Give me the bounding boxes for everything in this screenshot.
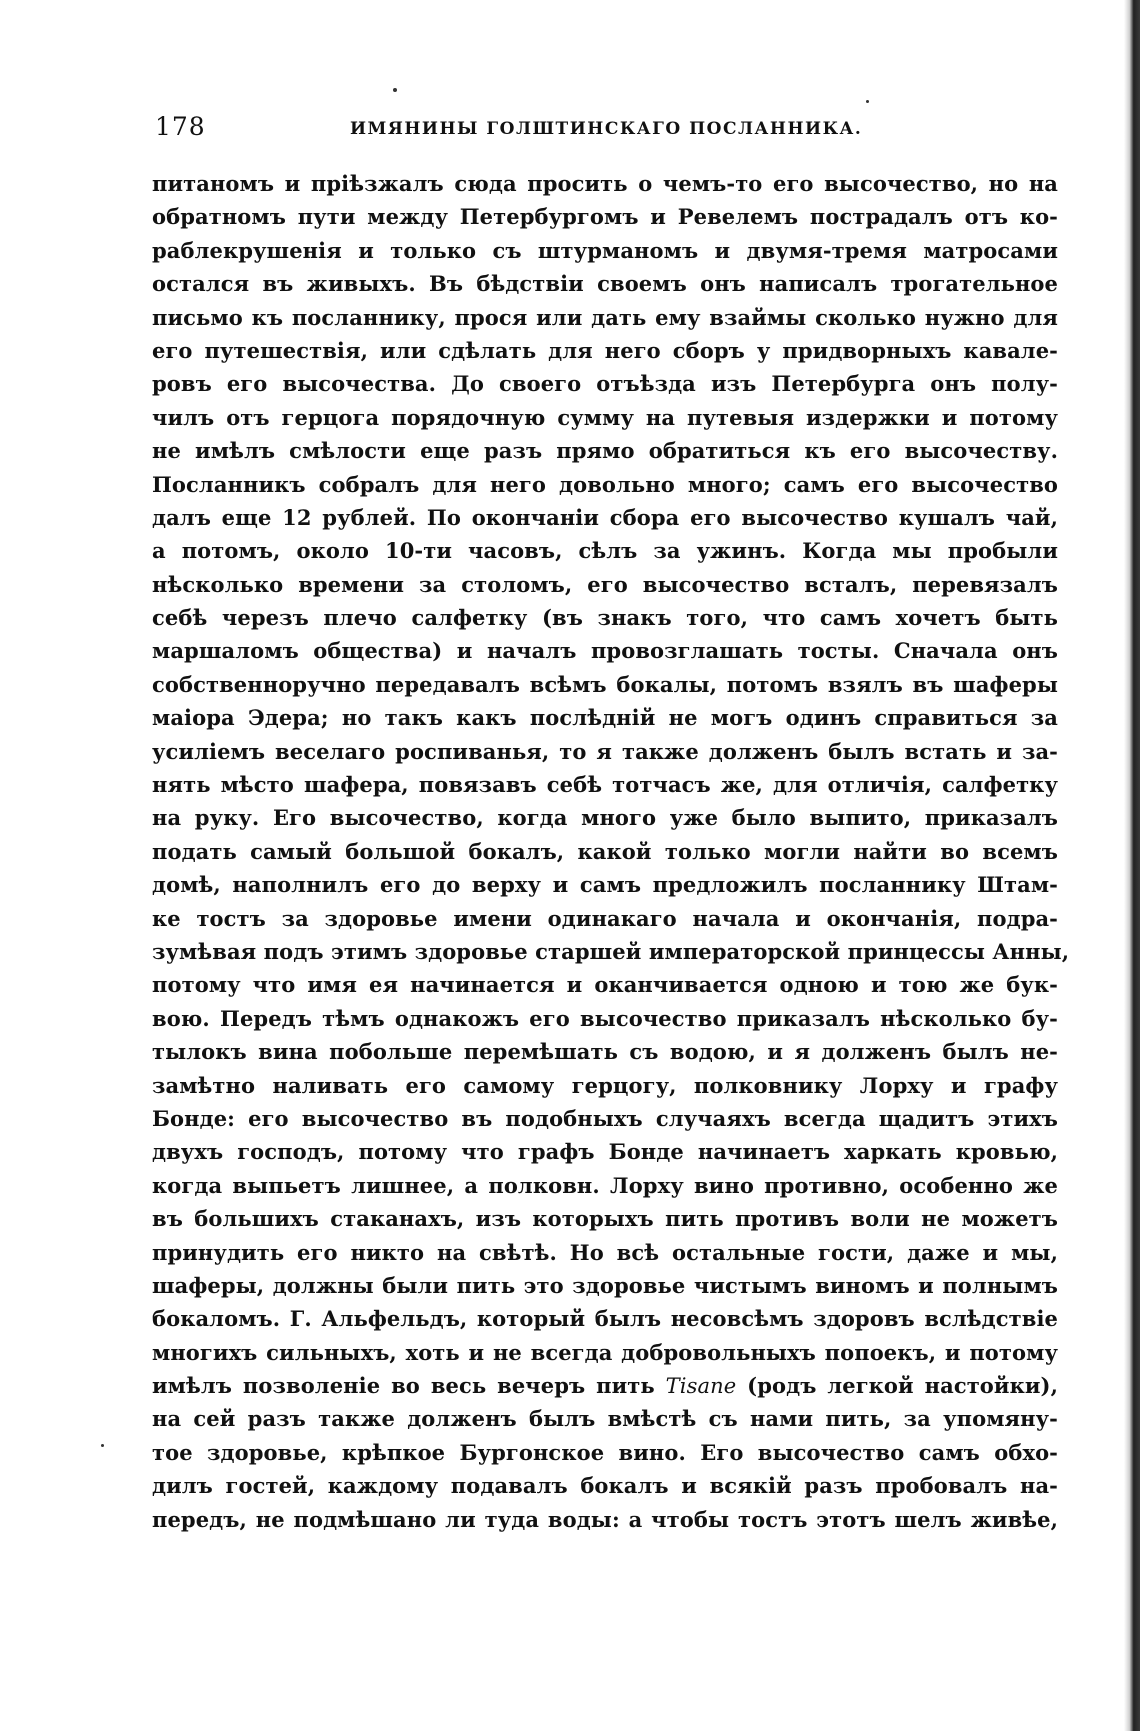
body-text: [152, 167, 1070, 1536]
text-line: принудить его никто на свѣтѣ. Но всѣ остальные гости, даже и мы,: [152, 1239, 1058, 1265]
text-line: на сей разъ также долженъ былъ вмѣстѣ съ нами пить, за упомяну-: [152, 1406, 1058, 1432]
text-line: далъ еще 12 рублей. По окончаніи сбора его высочество кушалъ чай,: [152, 504, 1058, 530]
italic-term: Tisane: [665, 1374, 737, 1399]
text-line: остался въ живыхъ. Въ бѣдствіи своемъ онъ написалъ трогательное: [152, 271, 1058, 297]
text-line: потому что имя ея начинается и оканчивается одною и тою же бук-: [152, 972, 1058, 998]
text-line: передъ, не подмѣшано ли туда воды: а чтобы тостъ этотъ шелъ живѣе,: [152, 1506, 1058, 1532]
print-speck: [866, 100, 869, 103]
text-line: двухъ господъ, потому что графъ Бонде начинаетъ харкать кровью,: [152, 1139, 1058, 1165]
text-line: обратномъ пути между Петербургомъ и Ревелемъ пострадалъ отъ ко-: [152, 204, 1058, 230]
text-line: когда выпьетъ лишнее, а полковн. Лорху вино противно, особенно же: [152, 1172, 1058, 1198]
page-header: [155, 112, 1050, 152]
text-line: тое здоровье, крѣпкое Бургонское вино. Его высочество самъ обхо-: [152, 1439, 1058, 1465]
text-line: ке тостъ за здоровье имени одинакаго начала и окончанія, подра-: [152, 905, 1058, 931]
text-line: многихъ сильныхъ, хоть и не всегда добровольныхъ попоекъ, и потому: [152, 1339, 1058, 1365]
print-speck: [393, 88, 397, 92]
text-line: маіора Эдера; но такъ какъ послѣдній не могъ одинъ справиться за: [152, 705, 1058, 731]
text-line: а потомъ, около 10-ти часовъ, сѣлъ за ужинъ. Когда мы пробыли: [152, 538, 1058, 564]
text-line: тылокъ вина побольше перемѣшать съ водою, и я долженъ былъ не-: [152, 1039, 1058, 1065]
text-line: дилъ гостей, каждому подавалъ бокалъ и всякій разъ пробовалъ на-: [152, 1473, 1058, 1499]
text-line: усиліемъ веселаго роспиванья, то я также долженъ былъ встать и за-: [152, 738, 1058, 764]
text-line: Посланникъ собралъ для него довольно много; самъ его высочество: [152, 471, 1058, 497]
text-line: маршаломъ общества) и началъ провозглашать тосты. Сначала онъ: [152, 638, 1058, 664]
text-line: чилъ отъ герцога порядочную сумму на путевыя издержки и потому: [152, 404, 1058, 430]
text-line: замѣтно наливать его самому герцогу, полковнику Лорху и графу: [152, 1072, 1058, 1098]
text-line: его путешествія, или сдѣлать для него сборъ у придворныхъ кавале-: [152, 337, 1058, 363]
text-line: Бонде: его высочество въ подобныхъ случаяхъ всегда щадитъ этихъ: [152, 1105, 1058, 1131]
text-line: имѣлъ позволеніе во весь вечеръ пить Tisane (родъ легкой настойки),: [152, 1373, 1058, 1399]
text-line: питаномъ и пріѣзжалъ сюда просить о чемъ-то его высочество, но на: [152, 171, 1058, 196]
text-line: себѣ черезъ плечо салфетку (въ знакъ того, что самъ хочетъ быть: [152, 605, 1058, 631]
text-line: ровъ его высочества. До своего отъѣзда изъ Петербурга онъ полу-: [152, 371, 1058, 397]
text-line: раблекрушенія и только съ штурманомъ и двумя-тремя матросами: [152, 237, 1058, 263]
text-line: собственноручно передавалъ всѣмъ бокалы, потомъ взялъ въ шаферы: [152, 671, 1058, 697]
page-number: 178: [155, 112, 206, 141]
text-line: письмо къ посланнику, прося или дать ему взаймы сколько нужно для: [152, 304, 1058, 330]
text-line: на руку. Его высочество, когда много уже было выпито, приказалъ: [152, 805, 1058, 831]
text-line: бокаломъ. Г. Альфельдъ, который былъ несовсѣмъ здоровъ вслѣдствіе: [152, 1306, 1058, 1332]
text-line: нять мѣсто шафера, повязавъ себѣ тотчасъ же, для отличія, салфетку: [152, 772, 1058, 798]
text-line: зумѣвая подъ этимъ здоровье старшей императорской принцессы Анны,: [152, 938, 1070, 964]
text-line: подать самый большой бокалъ, какой только могли найти во всемъ: [152, 838, 1058, 864]
text-line: домѣ, наполнилъ его до верху и самъ предложилъ посланнику Штам-: [152, 872, 1058, 898]
text-line: въ большихъ стаканахъ, изъ которыхъ пить противъ воли не можетъ: [152, 1206, 1058, 1232]
text-line: шаферы, должны были пить это здоровье чистымъ виномъ и полнымъ: [152, 1272, 1058, 1298]
text-line: не имѣлъ смѣлости еще разъ прямо обратиться къ его высочеству.: [152, 438, 1058, 464]
text-line: нѣсколько времени за столомъ, его высочество всталъ, перевязалъ: [152, 571, 1058, 597]
running-title: ИМЯНИНЫ ГОЛШТИНСКАГО ПОСЛАННИКА.: [350, 119, 863, 139]
text-line: вою. Передъ тѣмъ однакожъ его высочество приказалъ нѣсколько бу-: [152, 1005, 1058, 1031]
print-speck: [101, 1444, 104, 1447]
page-edge-shadow: [1124, 0, 1140, 1731]
